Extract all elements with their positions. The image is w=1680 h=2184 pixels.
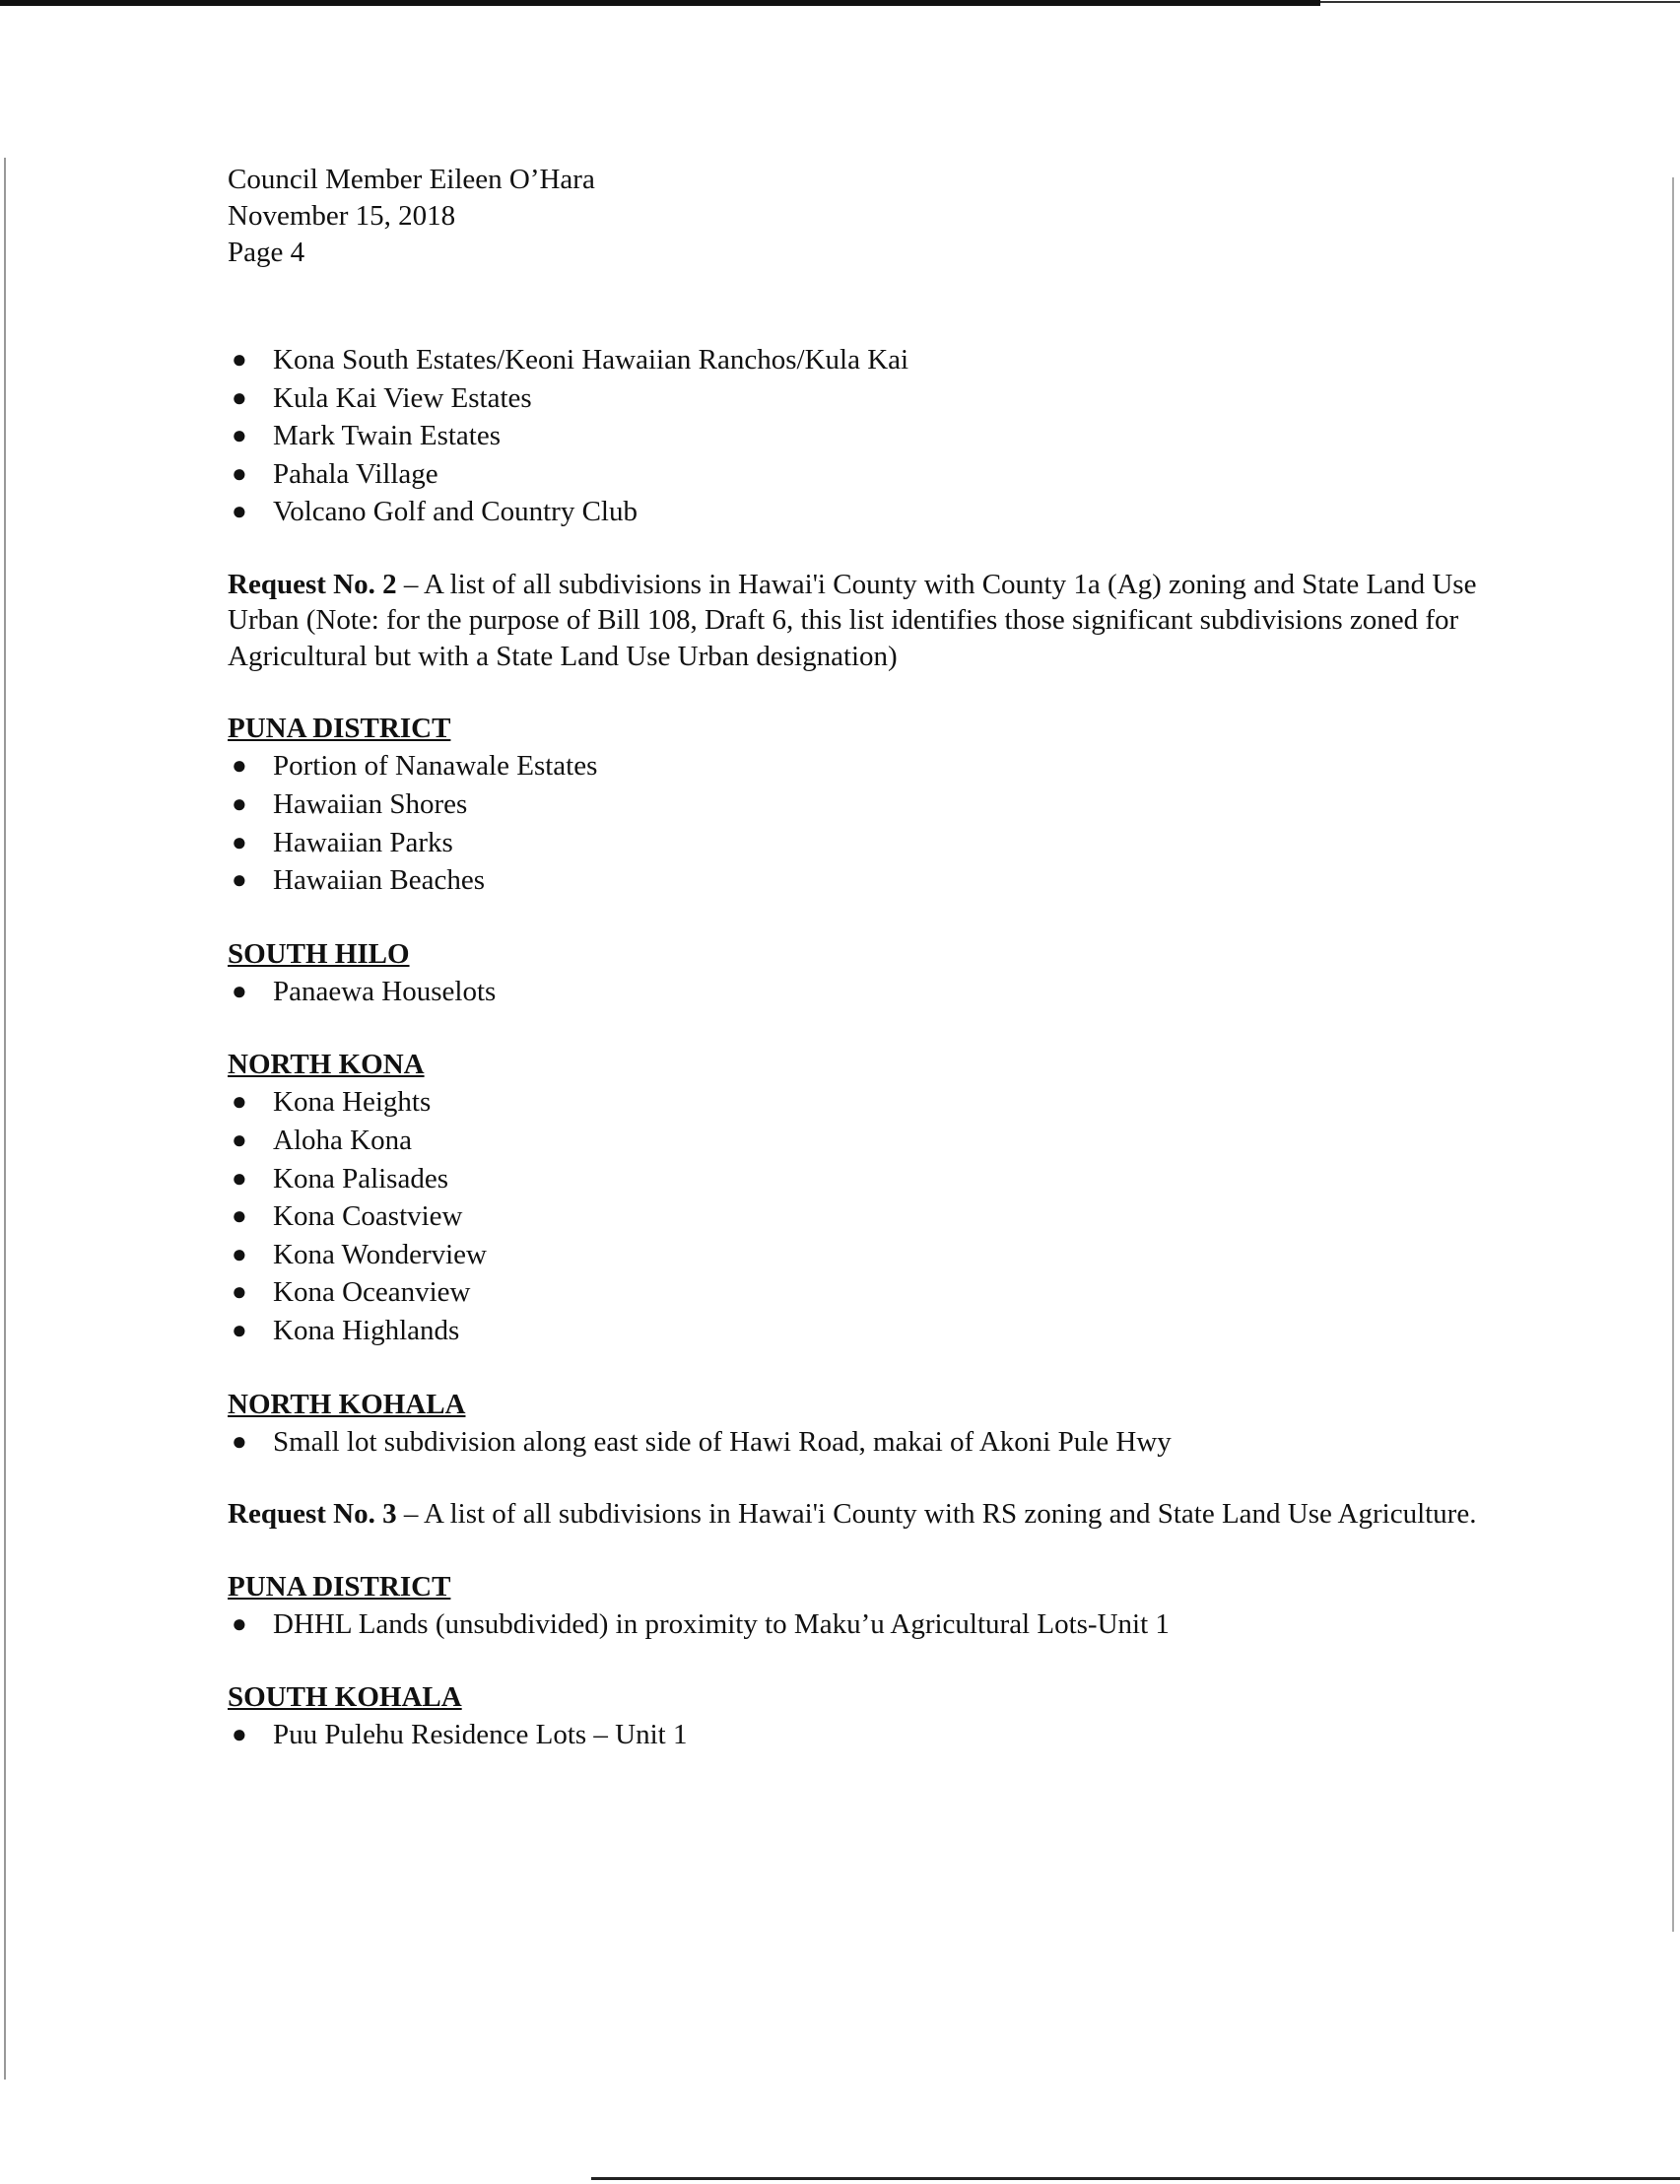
list-item: ● Puu Pulehu Residence Lots – Unit 1 — [228, 1716, 1479, 1754]
scan-left-edge — [4, 158, 6, 2080]
list-item: ● Portion of Nanawale Estates — [228, 747, 1479, 785]
puna-2-list — [228, 1605, 1479, 1644]
list-item: ● Kula Kai View Estates — [228, 379, 1479, 418]
north-kohala-list — [228, 1423, 1479, 1462]
request-3-paragraph — [228, 1496, 1479, 1533]
request-2-text: – A list of all subdivisions in Hawai'i County with County 1a (Ag) zoning and State Land Use Urban (Note: for the purpose of Bill 108, Draft 6, this list identifies those significant subdivisions zoned for Agricultural but with a State Land Use Urban designation) — [228, 568, 1477, 672]
bullet-icon: ● — [232, 1316, 247, 1344]
north-kona-list — [228, 1083, 1479, 1349]
request-2-label: Request No. 2 — [228, 568, 397, 600]
list-item: ● Panaewa Houselots — [228, 973, 1479, 1011]
list-item: ● Volcano Golf and Country Club — [228, 493, 1479, 531]
section-heading-north-kohala: NORTH KOHALA — [228, 1388, 466, 1420]
bullet-icon: ● — [232, 421, 247, 450]
south-kohala-list — [228, 1716, 1479, 1754]
bullet-icon: ● — [232, 497, 247, 526]
bullet-icon: ● — [232, 1277, 247, 1307]
list-item: ● DHHL Lands (unsubdivided) in proximity to Maku’u Agricultural Lots-Unit 1 — [228, 1605, 1479, 1644]
bullet-icon: ● — [232, 458, 247, 488]
puna-list — [228, 747, 1479, 899]
page-number: Page 4 — [228, 237, 305, 268]
bullet-icon: ● — [232, 1163, 247, 1193]
bullet-icon: ● — [232, 1426, 247, 1456]
list-item: ● Aloha Kona — [228, 1122, 1479, 1160]
section-heading-south-kohala: SOUTH KOHALA — [228, 1681, 462, 1714]
list-item: ● Kona Coastview — [228, 1197, 1479, 1236]
bullet-icon: ● — [232, 865, 247, 895]
list-item: ● Kona Heights — [228, 1083, 1479, 1122]
scan-top-border — [0, 0, 1320, 6]
list-item: ● Kona Wonderview — [228, 1236, 1479, 1274]
bullet-icon: ● — [232, 1608, 247, 1638]
section-heading-puna: PUNA DISTRICT — [228, 713, 451, 745]
list-item: ● Pahala Village — [228, 455, 1479, 494]
list-item: ● Hawaiian Shores — [228, 785, 1479, 824]
section-heading-puna-2: PUNA DISTRICT — [228, 1570, 451, 1603]
list-item: ● Kona Oceanview — [228, 1273, 1479, 1312]
bullet-icon: ● — [232, 1126, 247, 1155]
south-hilo-list — [228, 973, 1479, 1011]
bullet-icon: ● — [232, 976, 247, 1005]
bullet-icon: ● — [232, 345, 247, 374]
intro-list — [228, 341, 1479, 531]
scan-right-edge — [1672, 177, 1674, 1932]
section-heading-south-hilo: SOUTH HILO — [228, 937, 410, 970]
section-heading-north-kona: NORTH KONA — [228, 1049, 425, 1081]
bullet-icon: ● — [232, 1239, 247, 1268]
list-item: ● Kona Highlands — [228, 1312, 1479, 1350]
bullet-icon: ● — [232, 1087, 247, 1117]
recipient-line: Council Member Eileen O’Hara — [228, 164, 595, 195]
request-3-label: Request No. 3 — [228, 1498, 397, 1531]
list-item: ● Mark Twain Estates — [228, 417, 1479, 455]
document-page — [228, 162, 1479, 1754]
scan-top-border-thin — [1320, 1, 1680, 3]
date-line: November 15, 2018 — [228, 200, 456, 232]
list-item: ● Small lot subdivision along east side of Hawi Road, makai of Akoni Pule Hwy — [228, 1423, 1479, 1462]
bullet-icon: ● — [232, 789, 247, 819]
bullet-icon: ● — [232, 1720, 247, 1749]
request-3-text: – A list of all subdivisions in Hawai'i County with RS zoning and State Land Use Agriculture. — [396, 1498, 1477, 1531]
bullet-icon: ● — [232, 751, 247, 781]
bullet-icon: ● — [232, 382, 247, 412]
request-2-paragraph — [228, 567, 1479, 675]
list-item: ● Kona Palisades — [228, 1160, 1479, 1198]
bullet-icon: ● — [232, 1201, 247, 1231]
letter-header — [228, 162, 1479, 271]
list-item: ● Hawaiian Beaches — [228, 861, 1479, 900]
scan-bottom-border — [591, 2177, 1680, 2180]
list-item: ● Kona South Estates/Keoni Hawaiian Ranchos/Kula Kai — [228, 341, 1479, 379]
list-item: ● Hawaiian Parks — [228, 824, 1479, 862]
bullet-icon: ● — [232, 827, 247, 856]
